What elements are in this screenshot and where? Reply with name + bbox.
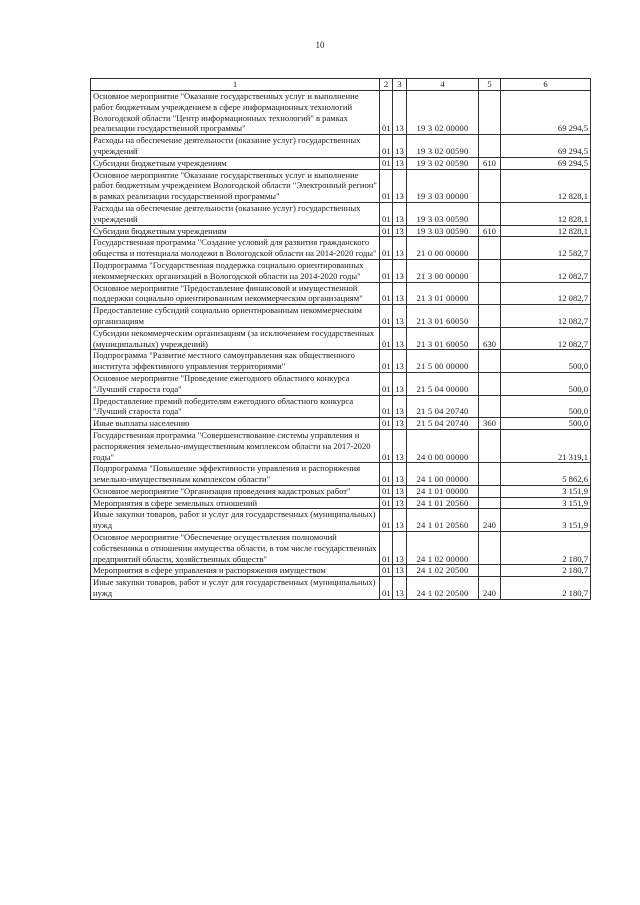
row-amount-cell: 500,0 (501, 418, 591, 430)
table-row (91, 305, 591, 328)
row-expense-type-cell (479, 429, 501, 462)
table-body (91, 91, 591, 600)
row-target-code-cell: 21 5 04 00000 (407, 372, 479, 395)
table-row (91, 259, 591, 282)
row-amount-cell: 12 082,7 (501, 282, 591, 305)
row-expense-type-cell (479, 91, 501, 135)
row-subsection-cell: 13 (393, 485, 407, 497)
column-header: 5 (479, 79, 501, 91)
row-target-code-cell: 21 3 00 00000 (407, 259, 479, 282)
row-name-cell: Подпрограмма "Развитие местного самоуправления как общественного института эффективного управления территориями" (91, 350, 380, 373)
row-amount-cell: 500,0 (501, 395, 591, 418)
row-subsection-cell: 13 (393, 91, 407, 135)
row-amount-cell: 12 082,7 (501, 305, 591, 328)
row-section-cell: 01 (380, 532, 393, 565)
row-expense-type-cell (479, 202, 501, 225)
row-amount-cell: 12 082,7 (501, 327, 591, 350)
table-row (91, 485, 591, 497)
table-row (91, 202, 591, 225)
table-row (91, 91, 591, 135)
row-expense-type-cell (479, 565, 501, 577)
row-target-code-cell: 21 3 01 00000 (407, 282, 479, 305)
row-section-cell: 01 (380, 135, 393, 158)
row-target-code-cell: 21 0 00 00000 (407, 237, 479, 260)
row-section-cell: 01 (380, 282, 393, 305)
row-target-code-cell: 24 1 01 00000 (407, 485, 479, 497)
row-subsection-cell: 13 (393, 463, 407, 486)
row-expense-type-cell (479, 237, 501, 260)
row-subsection-cell: 13 (393, 532, 407, 565)
row-expense-type-cell: 630 (479, 327, 501, 350)
row-name-cell: Подпрограмма "Повышение эффективности управления и распоряжения земельно-имущественным комплексом области" (91, 463, 380, 486)
row-amount-cell: 21 319,1 (501, 429, 591, 462)
row-amount-cell: 12 582,7 (501, 237, 591, 260)
row-expense-type-cell (479, 169, 501, 202)
row-expense-type-cell (479, 485, 501, 497)
row-name-cell: Подпрограмма "Государственная поддержка социально ориентированных некоммерческих организаций в Вологодской области на 2014-2020 годы" (91, 259, 380, 282)
row-name-cell: Иные закупки товаров, работ и услуг для государственных (муниципальных) нужд (91, 509, 380, 532)
row-target-code-cell: 24 1 02 20500 (407, 577, 479, 600)
table-row (91, 372, 591, 395)
row-name-cell: Субсидии некоммерческим организациям (за исключением государственных (муниципальных) учреждений) (91, 327, 380, 350)
row-expense-type-cell (479, 305, 501, 328)
row-subsection-cell: 13 (393, 202, 407, 225)
row-expense-type-cell (479, 282, 501, 305)
column-header: 2 (380, 79, 393, 91)
table-row (91, 532, 591, 565)
row-name-cell: Государственная программа "Совершенствование системы управления и распоряжения земельно-имущественным комплексом области на 2017-2020 годы" (91, 429, 380, 462)
row-target-code-cell: 19 3 03 00590 (407, 225, 479, 237)
row-amount-cell: 3 151,9 (501, 485, 591, 497)
row-name-cell: Расходы на обеспечение деятельности (оказание услуг) государственных учреждений (91, 202, 380, 225)
row-amount-cell: 12 828,1 (501, 169, 591, 202)
row-name-cell: Мероприятия в сфере управления и распоряжения имуществом (91, 565, 380, 577)
row-expense-type-cell (479, 497, 501, 509)
row-target-code-cell: 19 3 03 00000 (407, 169, 479, 202)
row-target-code-cell: 24 1 01 20560 (407, 509, 479, 532)
row-target-code-cell: 24 1 02 20500 (407, 565, 479, 577)
table-row (91, 135, 591, 158)
row-expense-type-cell: 240 (479, 509, 501, 532)
row-subsection-cell: 13 (393, 565, 407, 577)
row-subsection-cell: 13 (393, 305, 407, 328)
row-expense-type-cell: 360 (479, 418, 501, 430)
row-expense-type-cell (479, 259, 501, 282)
row-subsection-cell: 13 (393, 497, 407, 509)
row-section-cell: 01 (380, 91, 393, 135)
table-row (91, 565, 591, 577)
row-target-code-cell: 19 3 03 00590 (407, 202, 479, 225)
row-name-cell: Мероприятия в сфере земельных отношений (91, 497, 380, 509)
row-section-cell: 01 (380, 463, 393, 486)
row-name-cell: Иные выплаты населению (91, 418, 380, 430)
row-expense-type-cell: 610 (479, 225, 501, 237)
row-target-code-cell: 21 3 01 60050 (407, 305, 479, 328)
table-row (91, 282, 591, 305)
row-amount-cell: 5 862,6 (501, 463, 591, 486)
row-subsection-cell: 13 (393, 350, 407, 373)
row-subsection-cell: 13 (393, 418, 407, 430)
row-target-code-cell: 21 5 00 00000 (407, 350, 479, 373)
row-section-cell: 01 (380, 395, 393, 418)
table-row (91, 509, 591, 532)
row-amount-cell: 3 151,9 (501, 509, 591, 532)
row-name-cell: Предоставление премий победителям ежегодного областного конкурса "Лучший староста года" (91, 395, 380, 418)
row-amount-cell: 12 828,1 (501, 225, 591, 237)
row-section-cell: 01 (380, 497, 393, 509)
row-target-code-cell: 24 0 00 00000 (407, 429, 479, 462)
row-amount-cell: 2 180,7 (501, 565, 591, 577)
row-section-cell: 01 (380, 237, 393, 260)
column-header: 6 (501, 79, 591, 91)
column-header: 3 (393, 79, 407, 91)
row-subsection-cell: 13 (393, 282, 407, 305)
table-row (91, 225, 591, 237)
row-amount-cell: 2 180,7 (501, 532, 591, 565)
row-amount-cell: 69 294,5 (501, 91, 591, 135)
table-row (91, 497, 591, 509)
row-name-cell: Расходы на обеспечение деятельности (оказание услуг) государственных учреждений (91, 135, 380, 158)
table-row (91, 429, 591, 462)
row-amount-cell: 69 294,5 (501, 157, 591, 169)
row-target-code-cell: 21 3 01 60050 (407, 327, 479, 350)
row-amount-cell: 12 082,7 (501, 259, 591, 282)
row-name-cell: Предоставление субсидий социально ориентированным некоммерческим организациям (91, 305, 380, 328)
row-name-cell: Основное мероприятие "Оказание государственных услуг и выполнение работ бюджетным учреждением в сфере информационных технологий Вологодской области "Центр информационных технологий" в рамках реализации государственной программы" (91, 91, 380, 135)
row-expense-type-cell (479, 532, 501, 565)
row-name-cell: Основное мероприятие "Проведение ежегодного областного конкурса "Лучший староста года" (91, 372, 380, 395)
row-name-cell: Основное мероприятие "Предоставление финансовой и имущественной поддержки социально ориентированным некоммерческим организациям" (91, 282, 380, 305)
row-target-code-cell: 21 5 04 20740 (407, 418, 479, 430)
table-row (91, 237, 591, 260)
table-header (91, 79, 591, 91)
row-section-cell: 01 (380, 305, 393, 328)
row-name-cell: Основное мероприятие "Организация проведения кадастровых работ" (91, 485, 380, 497)
row-expense-type-cell (479, 372, 501, 395)
row-target-code-cell: 19 3 02 00000 (407, 91, 479, 135)
row-expense-type-cell (479, 135, 501, 158)
table-row (91, 157, 591, 169)
row-target-code-cell: 19 3 02 00590 (407, 135, 479, 158)
table-row (91, 463, 591, 486)
budget-table (90, 78, 591, 600)
row-section-cell: 01 (380, 565, 393, 577)
row-target-code-cell: 24 1 02 00000 (407, 532, 479, 565)
table-row (91, 350, 591, 373)
row-name-cell: Государственная программа "Создание условий для развития гражданского общества и потенциала молодежи в Вологодской области на 2014-2020 годы" (91, 237, 380, 260)
row-expense-type-cell: 240 (479, 577, 501, 600)
row-name-cell: Иные закупки товаров, работ и услуг для государственных (муниципальных) нужд (91, 577, 380, 600)
row-amount-cell: 12 828,1 (501, 202, 591, 225)
row-expense-type-cell (479, 395, 501, 418)
table-row (91, 418, 591, 430)
row-target-code-cell: 24 1 00 00000 (407, 463, 479, 486)
row-subsection-cell: 13 (393, 429, 407, 462)
row-subsection-cell: 13 (393, 577, 407, 600)
row-section-cell: 01 (380, 327, 393, 350)
row-section-cell: 01 (380, 509, 393, 532)
row-section-cell: 01 (380, 225, 393, 237)
row-expense-type-cell (479, 350, 501, 373)
row-section-cell: 01 (380, 485, 393, 497)
row-name-cell: Субсидии бюджетным учреждениям (91, 225, 380, 237)
column-header: 1 (91, 79, 380, 91)
row-amount-cell: 500,0 (501, 350, 591, 373)
table-row (91, 577, 591, 600)
row-section-cell: 01 (380, 202, 393, 225)
row-section-cell: 01 (380, 372, 393, 395)
row-section-cell: 01 (380, 577, 393, 600)
header-row (91, 79, 591, 91)
column-header: 4 (407, 79, 479, 91)
row-subsection-cell: 13 (393, 237, 407, 260)
table-row (91, 395, 591, 418)
row-section-cell: 01 (380, 169, 393, 202)
row-section-cell: 01 (380, 259, 393, 282)
row-name-cell: Субсидии бюджетным учреждениям (91, 157, 380, 169)
row-subsection-cell: 13 (393, 225, 407, 237)
row-amount-cell: 69 294,5 (501, 135, 591, 158)
row-section-cell: 01 (380, 429, 393, 462)
row-subsection-cell: 13 (393, 259, 407, 282)
row-section-cell: 01 (380, 350, 393, 373)
row-subsection-cell: 13 (393, 372, 407, 395)
row-target-code-cell: 21 5 04 20740 (407, 395, 479, 418)
row-expense-type-cell (479, 463, 501, 486)
row-subsection-cell: 13 (393, 169, 407, 202)
row-section-cell: 01 (380, 157, 393, 169)
row-name-cell: Основное мероприятие "Оказание государственных услуг и выполнение работ бюджетным учреждением Вологодской области "Электронный регион" в рамках реализации государственной программы" (91, 169, 380, 202)
row-expense-type-cell: 610 (479, 157, 501, 169)
row-amount-cell: 3 151,9 (501, 497, 591, 509)
row-subsection-cell: 13 (393, 157, 407, 169)
table-row (91, 169, 591, 202)
row-target-code-cell: 24 1 01 20560 (407, 497, 479, 509)
row-amount-cell: 500,0 (501, 372, 591, 395)
row-target-code-cell: 19 3 02 00590 (407, 157, 479, 169)
table-row (91, 327, 591, 350)
row-subsection-cell: 13 (393, 509, 407, 532)
row-subsection-cell: 13 (393, 135, 407, 158)
row-subsection-cell: 13 (393, 327, 407, 350)
row-name-cell: Основное мероприятие "Обеспечение осуществления полномочий собственника в отношении имущества области, в том числе государственных предприятий области, хозяйственных обществ" (91, 532, 380, 565)
row-subsection-cell: 13 (393, 395, 407, 418)
page-number: 10 (315, 40, 325, 50)
row-amount-cell: 2 180,7 (501, 577, 591, 600)
row-section-cell: 01 (380, 418, 393, 430)
